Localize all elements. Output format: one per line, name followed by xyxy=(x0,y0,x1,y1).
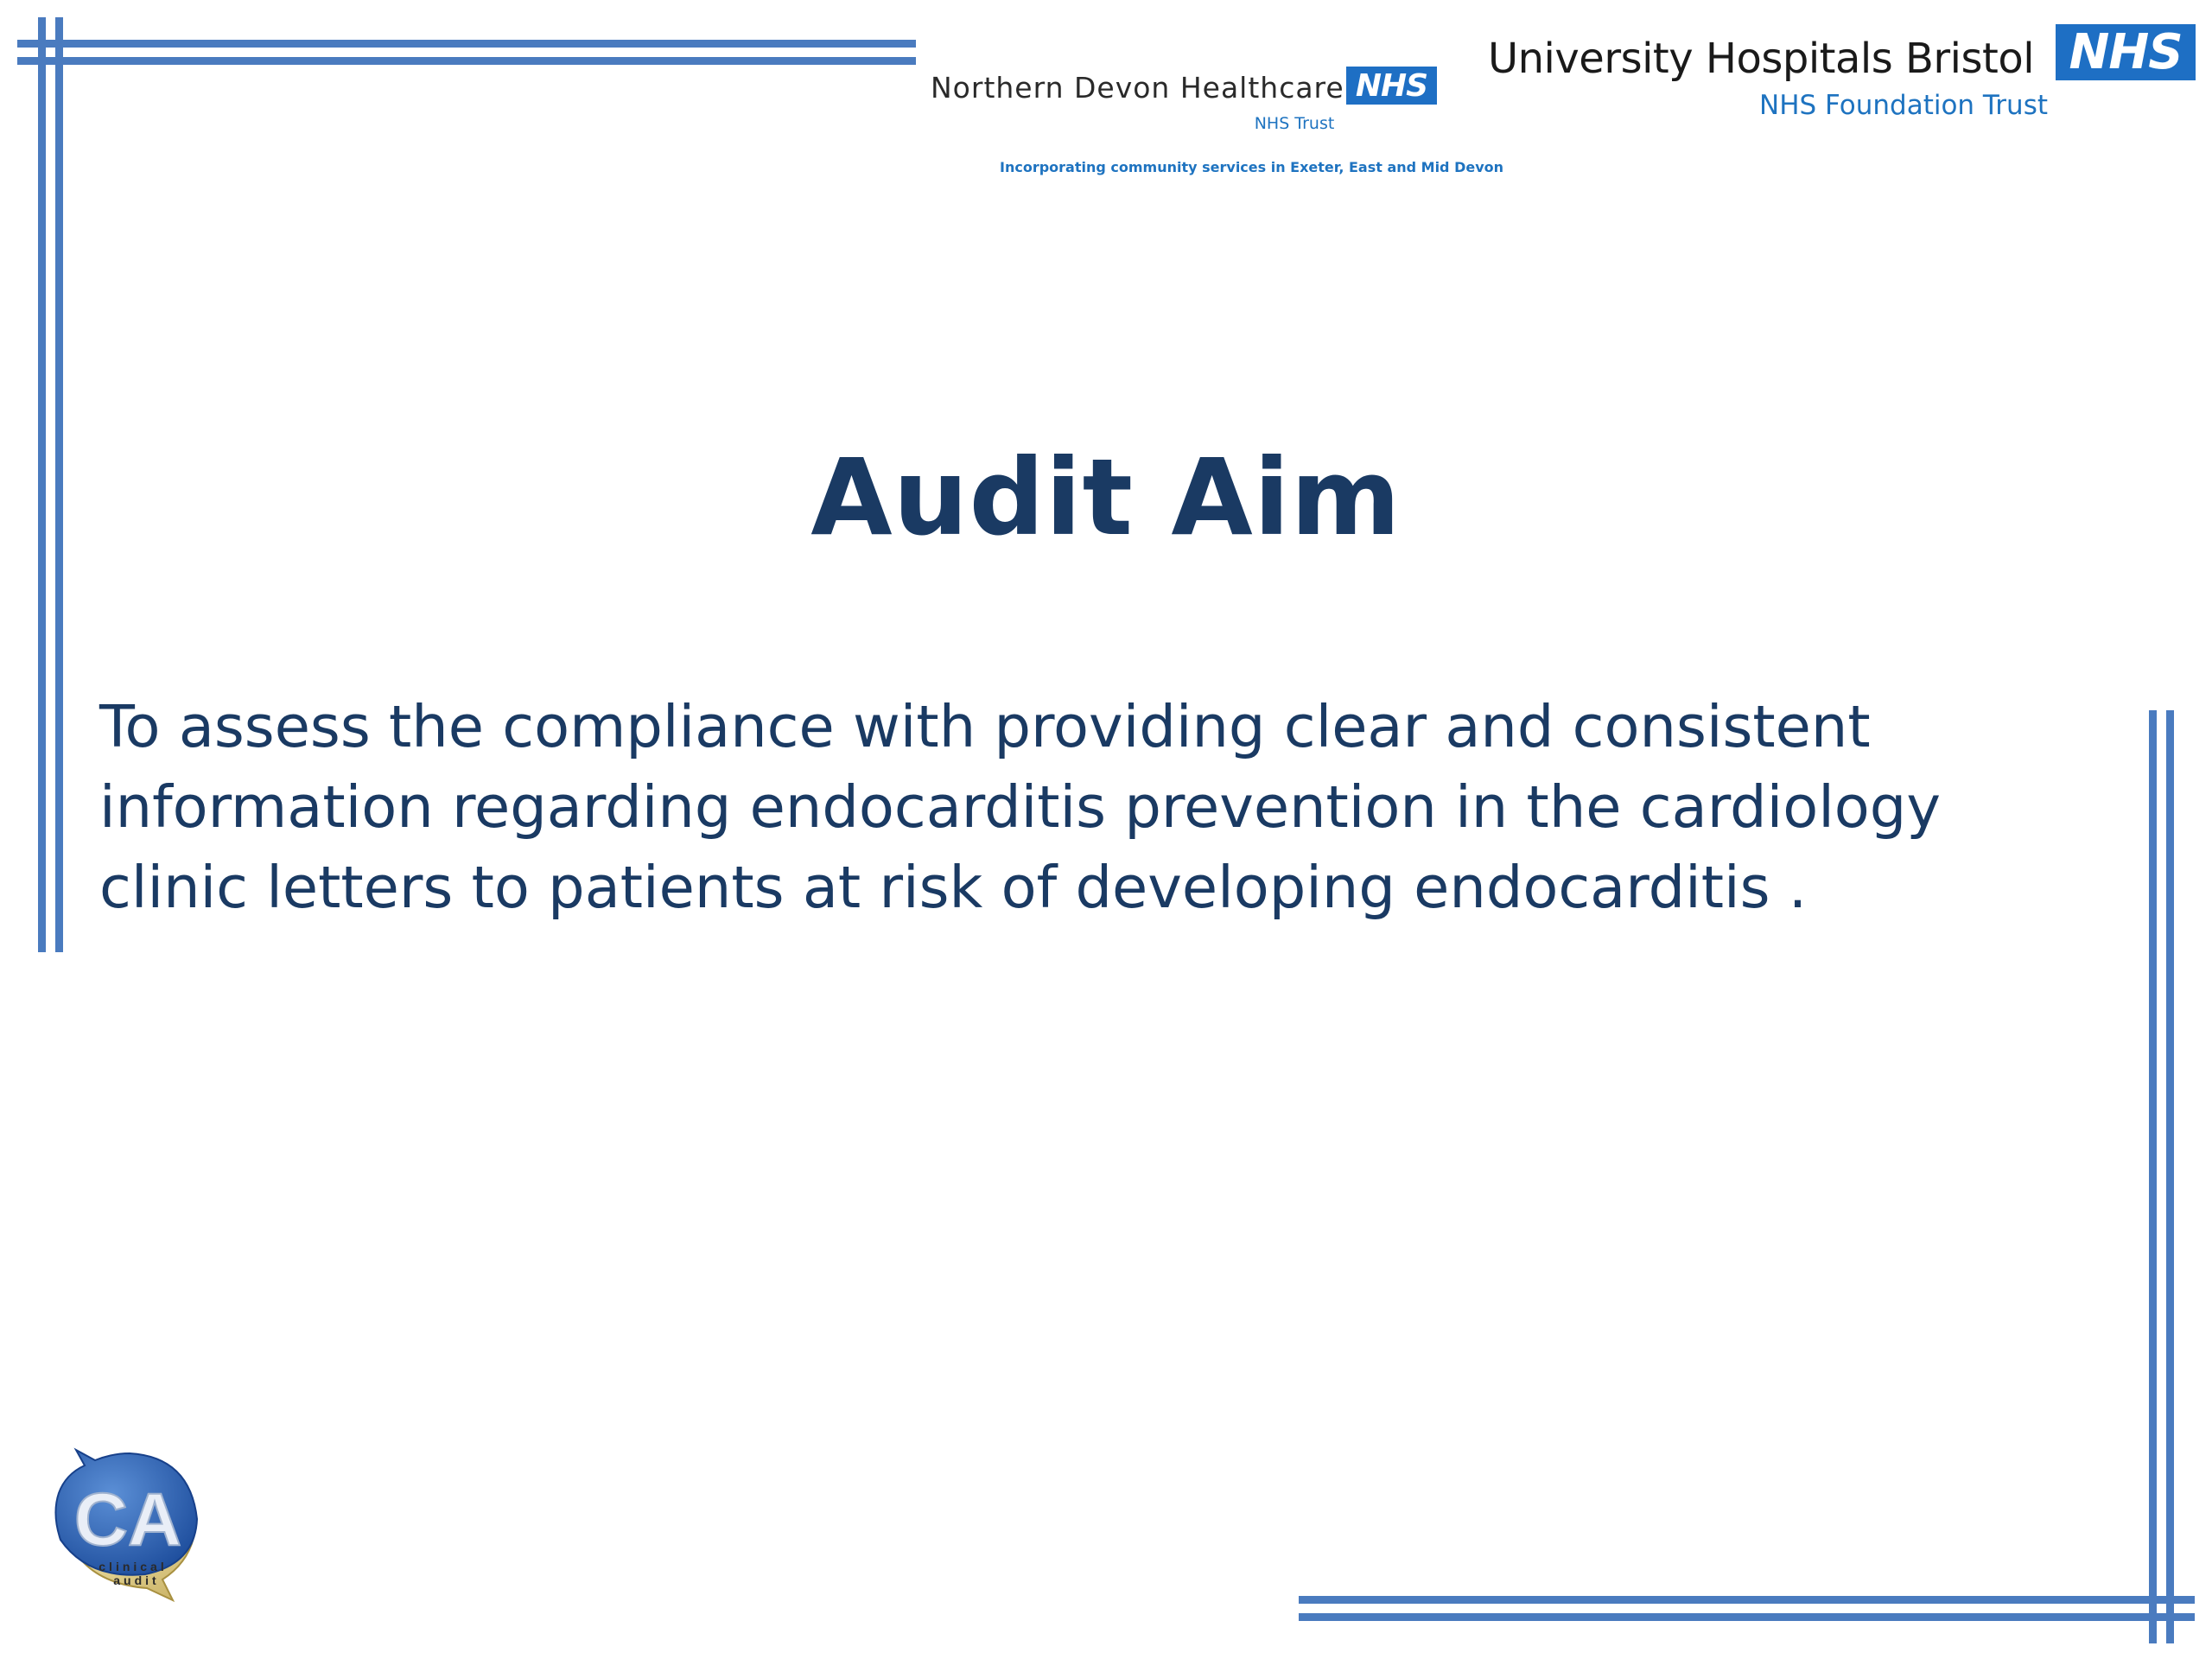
northern-devon-nhs-badge: NHS xyxy=(1346,67,1437,105)
clinical-audit-word-1: clinical xyxy=(99,1560,168,1573)
northern-devon-trust-label: NHS Trust xyxy=(1254,114,1335,133)
frame-top-left-horizontal-2 xyxy=(17,57,916,65)
bristol-trust-label: NHS Foundation Trust xyxy=(1759,90,2049,121)
slide-body-text: To assess the compliance with providing clear and consistent information regarding endocarditis prevention in the cardiology clinic letters to patients at risk of developing endocarditis . xyxy=(99,693,1941,921)
frame-bottom-right-vertical-1 xyxy=(2149,710,2157,1643)
clinical-audit-logo-icon xyxy=(50,1434,206,1604)
frame-bottom-right-vertical-2 xyxy=(2166,710,2174,1643)
frame-top-left-horizontal-1 xyxy=(17,40,916,48)
clinical-audit-word-2: audit xyxy=(113,1573,160,1587)
northern-devon-name: Northern Devon Healthcare xyxy=(931,71,1344,105)
frame-bottom-right-horizontal-1 xyxy=(1299,1596,2195,1604)
frame-bottom-right-horizontal-2 xyxy=(1299,1613,2195,1621)
bristol-nhs-badge: NHS xyxy=(2056,24,2196,80)
slide-title: Audit Aim xyxy=(810,436,1402,559)
northern-devon-tagline: Incorporating community services in Exeter, East and Mid Devon xyxy=(1000,159,1504,175)
clinical-audit-letters: CA xyxy=(73,1478,182,1561)
bristol-name: University Hospitals Bristol xyxy=(1488,35,2035,83)
